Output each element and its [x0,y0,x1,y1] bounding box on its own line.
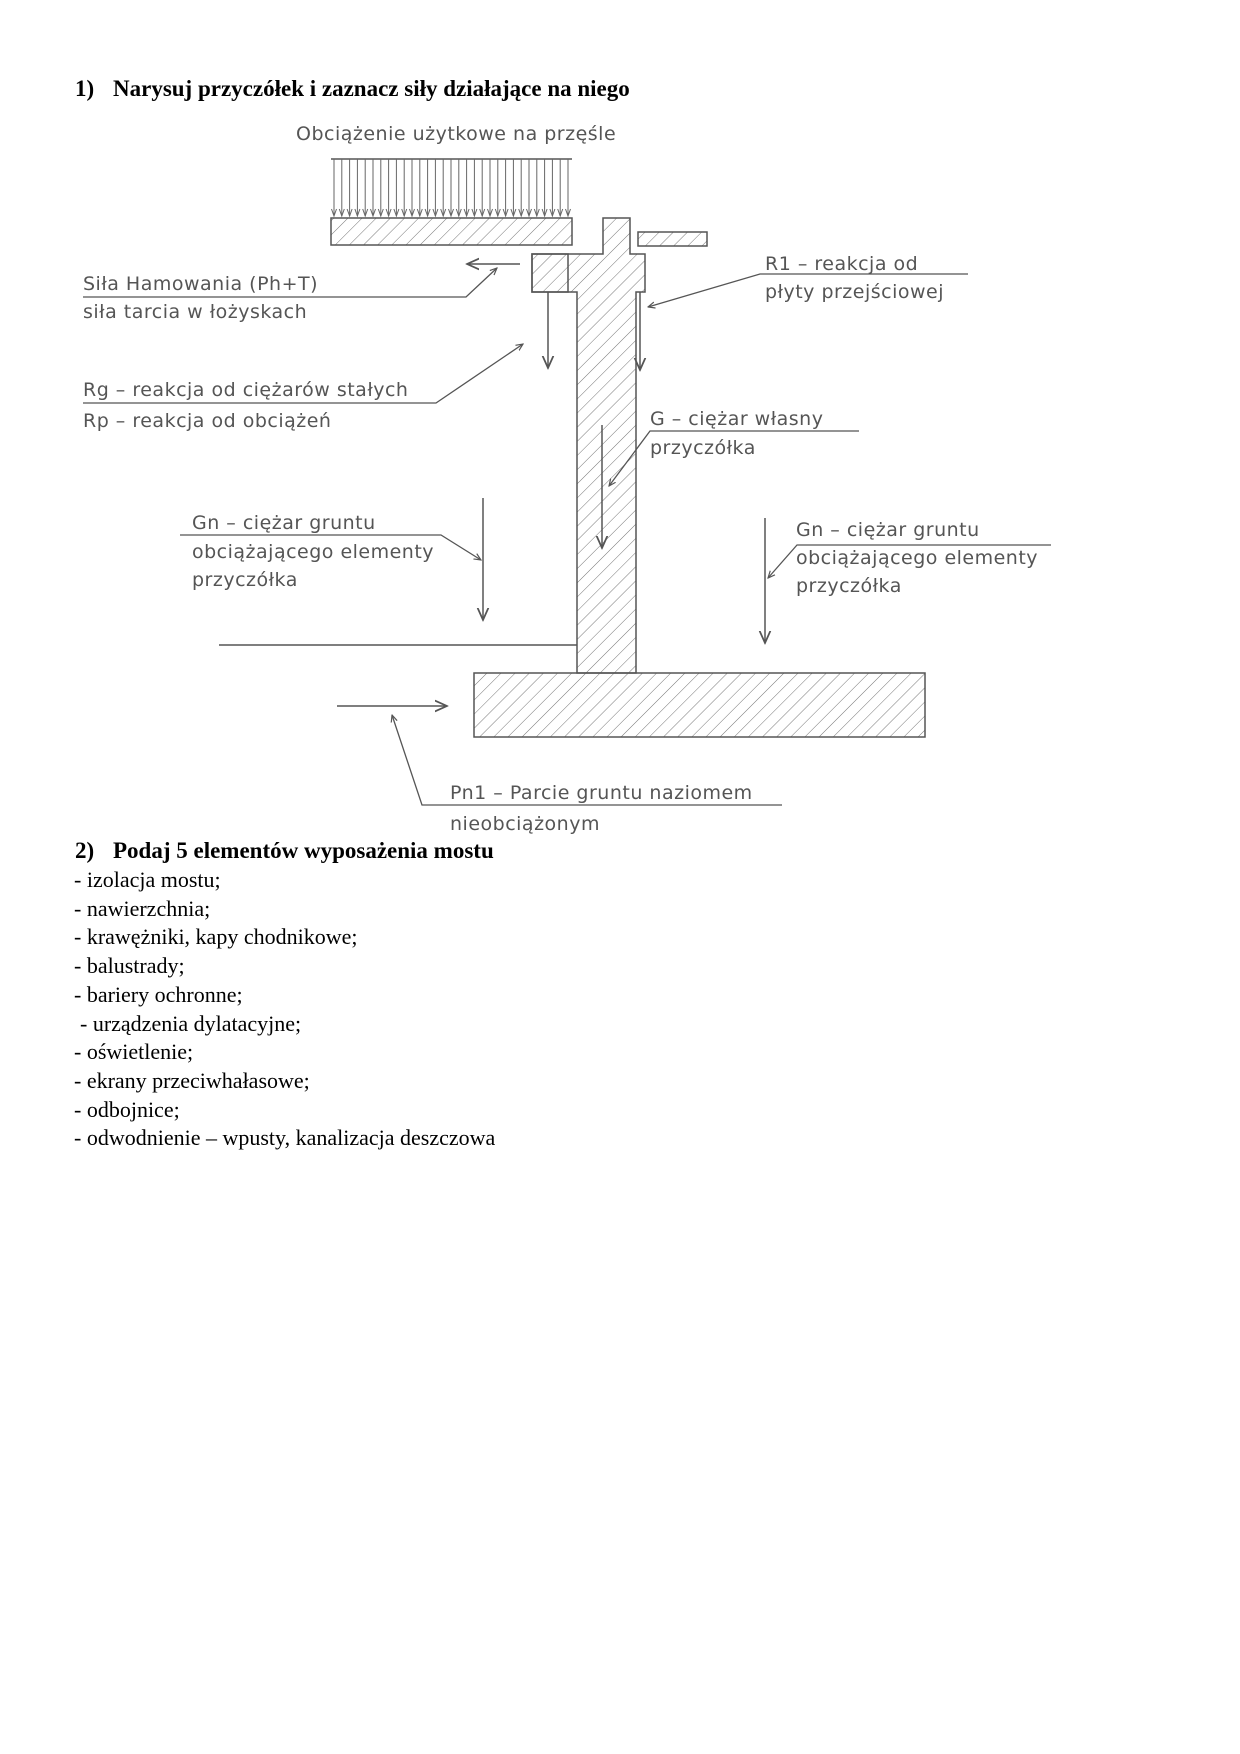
self-weight-label-1: G – ciężar własny [650,408,824,430]
list-item: - izolacja mostu; [74,867,221,892]
abutment-wall [532,218,645,673]
reaction-r1-label-2: płyty przejściowej [765,281,945,303]
question-1-title: Narysuj przyczółek i zaznacz siły działające na niego [113,76,630,101]
soil-pressure-label-2: nieobciążonym [450,813,600,835]
foundation-footing [474,673,925,737]
question-2-title: Podaj 5 elementów wyposażenia mostu [113,838,494,863]
soil-weight-right-label-1: Gn – ciężar gruntu [796,519,980,541]
list-item: - urządzenia dylatacyjne; [80,1010,302,1036]
list-item: - odbojnice; [74,1096,180,1122]
soil-weight-right-label-2: obciążającego elementy [796,547,1039,569]
list-item: - odwodnienie – wpusty, kanalizacja deszczowa [74,1125,496,1151]
soil-weight-right-label-3: przyczółka [796,575,902,597]
self-weight-label-2: przyczółka [650,437,756,459]
soil-weight-left-label-2: obciążającego elementy [192,541,435,563]
braking-force-label-2: siła tarcia w łożyskach [83,301,308,323]
question-2-heading [75,838,494,864]
soil-pressure-label-1: Pn1 – Parcie gruntu naziomem [450,782,753,804]
question-1-heading [75,76,630,102]
uniform-load-arrows [331,159,572,216]
question-2-number: 2) [75,838,95,863]
soil-weight-left-label-3: przyczółka [192,569,298,591]
braking-force-label-1: Siła Hamowania (Ph+T) [83,273,319,295]
abutment-diagram [0,110,1240,840]
reaction-r1-label-1: R1 – reakcja od [765,253,919,275]
list-item: - krawężniki, kapy chodnikowe; [74,924,358,950]
list-item: - balustrady; [74,953,185,979]
list-item: - nawierzchnia; [74,895,211,921]
list-item: - oświetlenie; [74,1039,194,1065]
span-slab [331,218,572,245]
reaction-rg-label: Rg – reakcja od ciężarów stałych [83,379,409,401]
uniform-load-label: Obciążenie użytkowe na przęśle [296,123,617,145]
equipment-list [74,866,495,1153]
list-item: - ekrany przeciwhałasowe; [74,1067,310,1093]
reaction-rp-label: Rp – reakcja od obciążeń [83,410,332,432]
question-1-number: 1) [75,76,95,101]
list-item: - bariery ochronne; [74,981,243,1007]
soil-weight-left-label-1: Gn – ciężar gruntu [192,512,376,534]
approach-slab [638,232,707,246]
